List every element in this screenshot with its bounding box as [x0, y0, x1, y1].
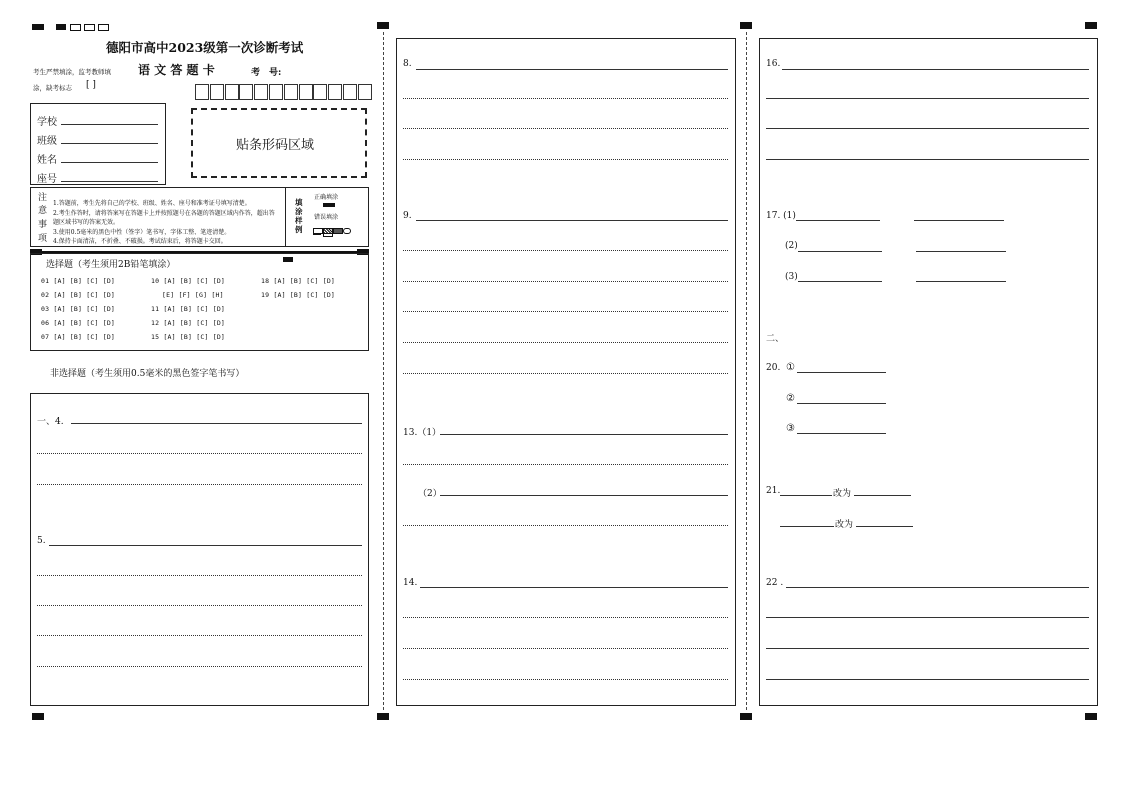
question-label: 改为 — [835, 520, 854, 530]
question-label: 21. — [766, 486, 781, 496]
notes-item: 3.使用0.5毫米的黑色中性（签字）笔书写，字体工整、笔迹清楚。 — [53, 229, 231, 236]
answer-line[interactable] — [403, 281, 728, 282]
registration-mark — [32, 24, 44, 30]
notes-item: 2.考生作答时，请将答案写在答题卡上并按照题号在各题的答题区域内作答，超出答 — [53, 210, 275, 217]
class-label: 班级 — [37, 136, 57, 147]
registration-mark — [377, 713, 389, 720]
notice-text: 涂，缺考标志 — [33, 84, 72, 92]
question-label: 13.（1） — [403, 428, 442, 438]
card-subtitle: 语 文 答 题 卡 — [138, 63, 215, 77]
exam-number-cell[interactable] — [313, 84, 327, 100]
notes-label: 意 — [38, 206, 48, 216]
choice-row[interactable]: 15 [A] [B] [C] [D] — [151, 333, 226, 341]
answer-line[interactable] — [37, 484, 362, 485]
answer-line[interactable] — [49, 545, 362, 546]
answer-line[interactable] — [780, 526, 834, 527]
absent-mark-box[interactable]: [ ] — [86, 80, 96, 90]
section-label: 二、 — [766, 334, 785, 344]
answer-line[interactable] — [403, 617, 728, 618]
choice-row[interactable]: 02 [A] [B] [C] [D] — [41, 291, 116, 299]
notes-item: 4.保持卡面清洁，不折叠、不破损。考试结束后，将答题卡交回。 — [53, 238, 227, 245]
answer-line[interactable] — [403, 679, 728, 680]
registration-mark — [740, 22, 752, 29]
question-label: ① — [786, 362, 795, 373]
correct-fill-label: 正确填涂 — [314, 194, 339, 201]
registration-mark — [1085, 713, 1097, 720]
choice-row[interactable]: 11 [A] [B] [C] [D] — [151, 305, 226, 313]
seat-label: 座号 — [37, 174, 57, 185]
answer-line[interactable] — [403, 525, 728, 526]
answer-line[interactable] — [420, 587, 728, 588]
question-label: 一、4. — [37, 417, 64, 427]
notes-label: 项 — [38, 234, 48, 244]
answer-line[interactable] — [403, 128, 728, 129]
answer-box-q4-q5 — [30, 393, 369, 706]
school-label: 学校 — [37, 117, 57, 128]
nonchoice-title: 非选择题（考生须用0.5毫米的黑色签字笔书写） — [50, 369, 245, 379]
notes-item: 1.答题前，考生先将自己的学校、班级、姓名、座号和准考证号填写清楚。 — [53, 200, 251, 207]
answer-line[interactable] — [766, 128, 1089, 129]
answer-line[interactable] — [403, 98, 728, 99]
answer-line[interactable] — [37, 453, 362, 454]
exam-number-cell[interactable] — [210, 84, 224, 100]
exam-number-cell[interactable] — [328, 84, 342, 100]
answer-line[interactable] — [796, 220, 880, 221]
question-label: 16. — [766, 59, 781, 69]
answer-line[interactable] — [798, 251, 882, 252]
answer-line[interactable] — [37, 666, 362, 667]
choice-row[interactable]: 19 [A] [B] [C] [D] — [261, 291, 336, 299]
question-label: 22 . — [766, 578, 784, 588]
answer-line[interactable] — [766, 159, 1089, 160]
barcode-area-label: 贴条形码区域 — [236, 138, 315, 153]
question-label: ② — [786, 393, 795, 404]
question-label: 5. — [37, 536, 46, 546]
registration-box — [70, 24, 81, 31]
answer-line[interactable] — [786, 587, 1089, 588]
exam-number-cell[interactable] — [343, 84, 357, 100]
choice-row[interactable]: 03 [A] [B] [C] [D] — [41, 305, 116, 313]
question-label: 改为 — [833, 489, 852, 499]
notice-text: 考生严禁填涂，监考教师填 — [33, 68, 111, 76]
fill-example-label: 填 — [295, 198, 303, 207]
fold-line — [746, 32, 747, 710]
choice-row[interactable]: 18 [A] [B] [C] [D] — [261, 277, 336, 285]
choice-row[interactable]: [E] [F] [G] [H] — [162, 291, 224, 299]
exam-number-cell[interactable] — [299, 84, 313, 100]
school-field[interactable] — [61, 124, 158, 125]
choice-row[interactable]: 01 [A] [B] [C] [D] — [41, 277, 116, 285]
answer-line[interactable] — [416, 69, 728, 70]
notes-label: 注 — [38, 193, 48, 203]
answer-line[interactable] — [797, 372, 886, 373]
answer-line[interactable] — [766, 617, 1089, 618]
answer-line[interactable] — [71, 423, 362, 424]
exam-number-cell[interactable] — [358, 84, 372, 100]
choice-row[interactable]: 06 [A] [B] [C] [D] — [41, 319, 116, 327]
registration-mark — [56, 24, 66, 30]
answer-line[interactable] — [403, 464, 728, 465]
choice-row[interactable]: 10 [A] [B] [C] [D] — [151, 277, 226, 285]
answer-line[interactable] — [797, 403, 886, 404]
answer-line[interactable] — [403, 373, 728, 374]
registration-mark — [1085, 22, 1097, 29]
question-label: 9. — [403, 211, 412, 221]
answer-line[interactable] — [766, 648, 1089, 649]
exam-number-cell[interactable] — [284, 84, 298, 100]
exam-number-label: 考 号: — [251, 68, 282, 78]
choice-section-title: 选择题（考生须用2B铅笔填涂） — [46, 260, 176, 270]
question-label: 20. — [766, 363, 781, 373]
exam-number-cell[interactable] — [195, 84, 209, 100]
answer-line[interactable] — [403, 648, 728, 649]
question-label: ③ — [786, 423, 795, 434]
registration-box — [84, 24, 95, 31]
notes-item: 题区域书写的答案无效。 — [53, 219, 120, 226]
notes-label: 事 — [38, 220, 48, 230]
registration-mark — [377, 22, 389, 29]
class-field[interactable] — [61, 143, 158, 144]
question-label: 17. (1) — [766, 211, 796, 221]
answer-line[interactable] — [916, 251, 1006, 252]
question-label: (2) — [785, 241, 798, 251]
answer-line[interactable] — [916, 281, 1006, 282]
name-field[interactable] — [61, 162, 158, 163]
answer-line[interactable] — [403, 311, 728, 312]
answer-line[interactable] — [914, 220, 1004, 221]
answer-line[interactable] — [798, 281, 882, 282]
question-label: （2） — [418, 489, 442, 499]
exam-number-cell[interactable] — [225, 84, 239, 100]
choice-row[interactable]: 07 [A] [B] [C] [D] — [41, 333, 116, 341]
answer-line[interactable] — [856, 526, 913, 527]
answer-line[interactable] — [440, 434, 728, 435]
answer-line[interactable] — [37, 575, 362, 576]
notes-divider — [285, 187, 286, 247]
answer-line[interactable] — [780, 495, 832, 496]
answer-line[interactable] — [37, 605, 362, 606]
answer-box-column-2 — [396, 38, 736, 706]
answer-line[interactable] — [403, 342, 728, 343]
exam-number-cell[interactable] — [239, 84, 253, 100]
fill-example-label: 涂 — [295, 207, 303, 216]
question-label: (3) — [785, 272, 798, 282]
answer-line[interactable] — [854, 495, 911, 496]
question-label: 8. — [403, 59, 412, 69]
question-label: 14. — [403, 578, 418, 588]
fold-line — [383, 32, 384, 710]
choice-row[interactable]: 12 [A] [B] [C] [D] — [151, 319, 226, 327]
name-label: 姓名 — [37, 155, 57, 166]
fill-example-label: 样 — [295, 216, 303, 225]
fill-example-label: 例 — [295, 225, 303, 234]
wrong-fill-sample — [313, 227, 351, 236]
answer-line[interactable] — [766, 679, 1089, 680]
registration-mark — [740, 713, 752, 720]
answer-line[interactable] — [37, 635, 362, 636]
answer-line[interactable] — [797, 433, 886, 434]
answer-line[interactable] — [403, 159, 728, 160]
correct-fill-sample — [323, 203, 335, 207]
answer-line[interactable] — [782, 69, 1089, 70]
registration-box — [98, 24, 109, 31]
answer-line[interactable] — [766, 98, 1089, 99]
exam-number-cell[interactable] — [269, 84, 283, 100]
page-title: 德阳市高中2023级第一次诊断考试 — [106, 40, 304, 55]
answer-line[interactable] — [403, 250, 728, 251]
exam-number-cell[interactable] — [254, 84, 268, 100]
seat-field[interactable] — [61, 181, 158, 182]
answer-line[interactable] — [416, 220, 728, 221]
registration-mark — [32, 713, 44, 720]
answer-line[interactable] — [440, 495, 728, 496]
wrong-fill-label: 错误填涂 — [314, 214, 339, 221]
